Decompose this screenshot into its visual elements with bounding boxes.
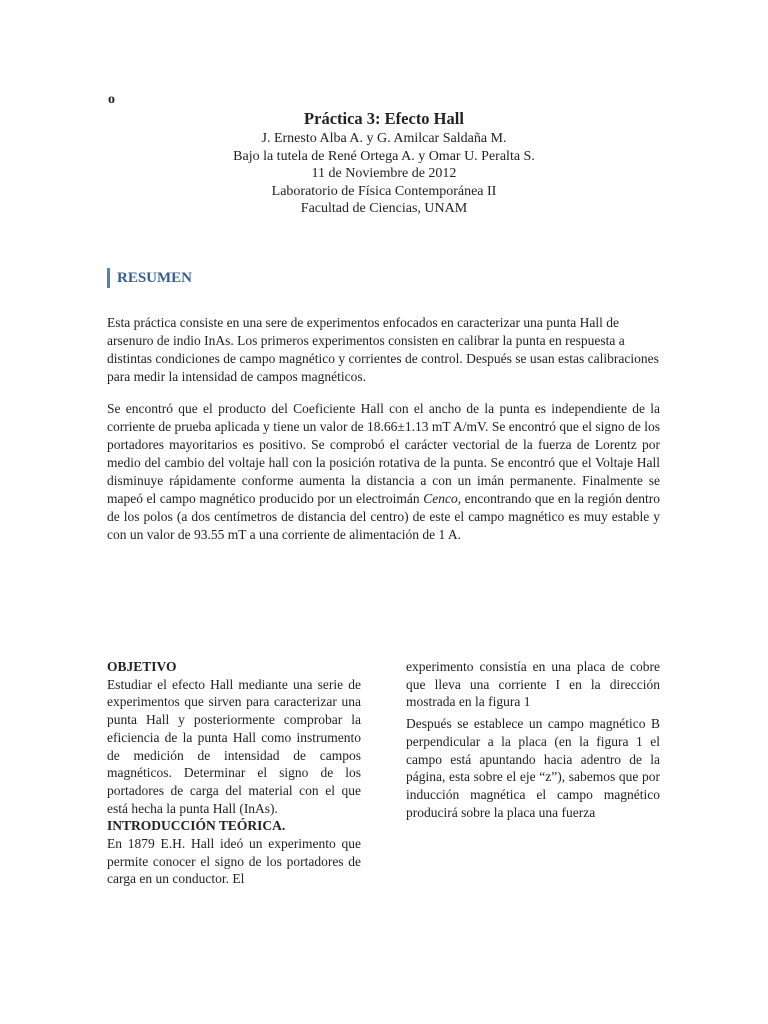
supervision-line: Bajo la tutela de René Ortega A. y Omar U. Peralta S.	[233, 148, 535, 164]
objective-text: Estudiar el efecto Hall mediante una serie de experimentos que sirven para caracterizar una punta Hall y posteriormente comprobar la eficiencia de la punta Hall como instrumento de medición de intensidad de campos magnéticos. Determinar el signo de los portadores de carga del material con el que está hecha la punta Hall (InAs).	[107, 676, 361, 816]
document-title: Práctica 3: Efecto Hall	[304, 109, 464, 128]
electromagnet-brand-name: Cenco	[423, 491, 458, 506]
abstract-paragraph-2-end: , encontrando que en la región dentro de los polos (a dos centímetros de distancia del centro) de este el campo magnético es muy estable y con un valor de 93.55 mT a una corriente de alimentación de 1 A.	[107, 491, 660, 542]
date-line: 11 de Noviembre de 2012	[311, 166, 457, 181]
laboratory-line: Laboratorio de Física Contemporánea II	[271, 183, 497, 199]
right-column	[406, 658, 660, 821]
abstract-paragraph-1: Esta práctica consiste en una sere de experimentos enfocados en caracterizar una punta Hall de arsenuro de indio InAs. Los primeros experimentos consisten en calibrar la punta en respuesta a distintas condiciones de campo magnético y corrientes de control. Después se usan estas calibraciones para medir la intensidad de campos magnéticos.	[107, 315, 659, 384]
stray-mark: o	[108, 92, 115, 107]
left-column	[107, 658, 361, 888]
abstract-heading: RESUMEN	[107, 268, 192, 288]
faculty-line: Facultad de Ciencias, UNAM	[300, 201, 468, 216]
objective-heading: OBJETIVO	[107, 659, 177, 674]
intro-continued-text: experimento consistía en una placa de cobre que lleva una corriente I en la dirección mostrada en la figura 1	[406, 659, 660, 710]
authors-line: J. Ernesto Alba A. y G. Amilcar Saldaña M.	[261, 131, 507, 146]
intro-heading: INTRODUCCIÓN TEÓRICA.	[107, 818, 286, 834]
magnetic-field-text: Después se establece un campo magnético B perpendicular a la placa (en la figura 1 el campo está apuntando hacia adentro de la página, esta sobre el eje “z”), sabemos que por inducción magnética el campo magnético producirá sobre la placa una fuerza	[406, 716, 660, 820]
intro-text: En 1879 E.H. Hall ideó un experimento que permite conocer el signo de los portadores de carga en un conductor. El	[107, 836, 361, 887]
abstract-paragraph-2-start: Se encontró que el producto del Coeficiente Hall con el ancho de la punta es independiente de la corriente de prueba aplicada y tiene un valor de 18.66±1.13 mT A/mV. Se encontró que el signo de los portadores mayoritarios es positivo. Se comprobó el carácter vectorial de la fuerza de Lorentz por medio del cambio del voltaje hall con la posición rotativa de la punta. Se encontró que el Voltaje Hall disminuye rápidamente conforme aumenta la distancia a con un imán permanente. Finalmente se mapeó el campo magnético producido por un electroimán	[107, 401, 660, 506]
title-block	[0, 108, 768, 218]
abstract-paragraph-2	[107, 400, 660, 544]
